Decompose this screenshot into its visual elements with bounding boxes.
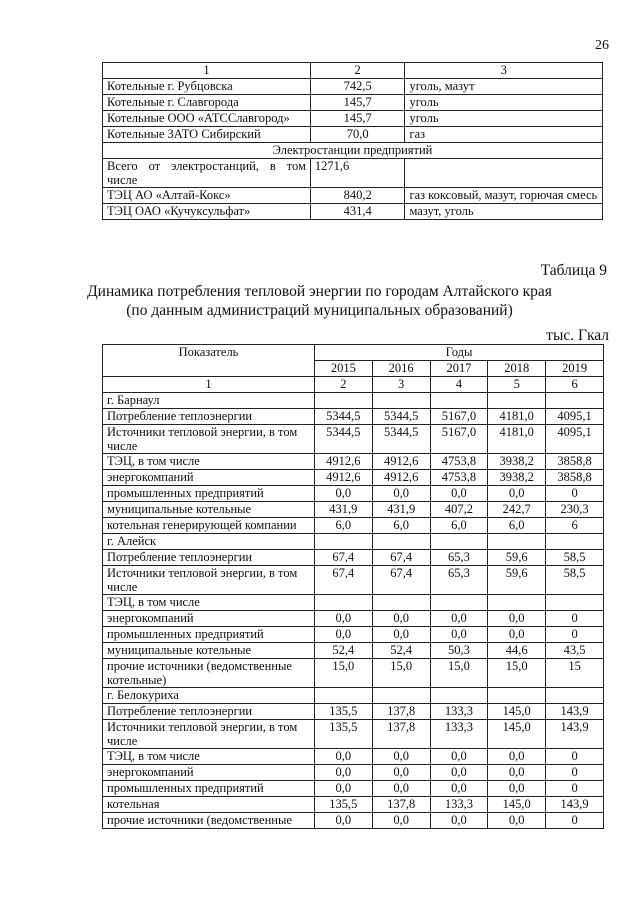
table-row xyxy=(103,111,603,127)
year-value: 230,3 xyxy=(546,502,604,518)
year-value: 0,0 xyxy=(314,611,372,627)
year-value: 67,4 xyxy=(314,566,372,595)
table-header-row xyxy=(103,63,603,79)
table-row xyxy=(103,566,604,595)
fuel-type: уголь xyxy=(405,111,603,127)
table-row xyxy=(103,159,603,188)
table-subtitle: (по данным администраций муниципальных образований) xyxy=(126,302,513,319)
year-value: 6,0 xyxy=(430,518,488,534)
capacity-value: 145,7 xyxy=(310,95,405,111)
year-value: 3858,8 xyxy=(546,470,604,486)
column-number: 2 xyxy=(314,377,372,393)
indicator-name: г. Барнаул xyxy=(103,393,315,409)
year-value: 145,0 xyxy=(488,704,546,720)
year-value: 0,0 xyxy=(314,813,372,829)
indicator-name: муниципальные котельные xyxy=(103,643,315,659)
year-value: 15,0 xyxy=(372,659,430,688)
year-value: 3858,8 xyxy=(546,454,604,470)
table-row xyxy=(103,79,603,95)
year-value xyxy=(488,688,546,704)
year-value xyxy=(314,595,372,611)
year-value: 6,0 xyxy=(372,518,430,534)
capacity-value: 70,0 xyxy=(310,127,405,143)
year-value: 50,3 xyxy=(430,643,488,659)
table-row xyxy=(103,470,604,486)
year-value: 4912,6 xyxy=(314,454,372,470)
source-name: Котельные ООО «АТССлавгород» xyxy=(103,111,311,127)
year-value: 0,0 xyxy=(430,781,488,797)
year-value: 5167,0 xyxy=(430,425,488,454)
numbering-row xyxy=(103,377,604,393)
year-value: 0,0 xyxy=(488,765,546,781)
indicator-name: прочие источники (ведомственные котельные) xyxy=(103,659,315,688)
year-value: 0,0 xyxy=(372,486,430,502)
year-value: 0,0 xyxy=(488,781,546,797)
year-value: 3938,2 xyxy=(488,454,546,470)
indicator-name: Потребление теплоэнергии xyxy=(103,409,315,425)
indicator-name: ТЭЦ, в том числе xyxy=(103,595,315,611)
indicator-name: энергокомпаний xyxy=(103,611,315,627)
indicator-name: энергокомпаний xyxy=(103,470,315,486)
year-value: 44,6 xyxy=(488,643,546,659)
year-value: 67,4 xyxy=(314,550,372,566)
indicator-name: прочие источники (ведомственные xyxy=(103,813,315,829)
year-value: 5344,5 xyxy=(314,425,372,454)
year-value xyxy=(372,393,430,409)
table-row xyxy=(103,688,604,704)
header-cell: 2 xyxy=(310,63,405,79)
years-header: Годы xyxy=(314,345,603,361)
year-value: 52,4 xyxy=(372,643,430,659)
column-number: 4 xyxy=(430,377,488,393)
heat-consumption-table xyxy=(102,344,604,829)
year-value: 59,6 xyxy=(488,550,546,566)
year-value: 65,3 xyxy=(430,566,488,595)
year-value: 4912,6 xyxy=(372,470,430,486)
year-value: 133,3 xyxy=(430,704,488,720)
year-value: 4181,0 xyxy=(488,425,546,454)
year-value: 0,0 xyxy=(430,627,488,643)
year-value: 5344,5 xyxy=(372,425,430,454)
year-value: 0,0 xyxy=(488,627,546,643)
fuel-type: газ коксовый, мазут, горючая смесь xyxy=(405,188,603,204)
capacity-value: 145,7 xyxy=(310,111,405,127)
year-value xyxy=(314,534,372,550)
year-value: 4181,0 xyxy=(488,409,546,425)
year-value: 0,0 xyxy=(488,749,546,765)
year-value: 5344,5 xyxy=(372,409,430,425)
year-value: 143,9 xyxy=(546,797,604,813)
indicator-header: Показатель xyxy=(103,345,315,377)
table-row xyxy=(103,611,604,627)
header-cell: 1 xyxy=(103,63,311,79)
year-value: 0,0 xyxy=(372,627,430,643)
section-title: Электростанции предприятий xyxy=(103,143,603,159)
year-value xyxy=(314,688,372,704)
table-row xyxy=(103,518,604,534)
indicator-name: Источники тепловой энергии, в том числе xyxy=(103,566,315,595)
capacity-value: 840,2 xyxy=(310,188,405,204)
year-value: 15,0 xyxy=(314,659,372,688)
year-value: 135,5 xyxy=(314,797,372,813)
year-value: 0,0 xyxy=(372,611,430,627)
table-row xyxy=(103,659,604,688)
column-number: 5 xyxy=(488,377,546,393)
table-row xyxy=(103,643,604,659)
year-value xyxy=(546,688,604,704)
year-value: 43,5 xyxy=(546,643,604,659)
year-cell: 2019 xyxy=(546,361,604,377)
year-value: 4912,6 xyxy=(372,454,430,470)
year-value: 0 xyxy=(546,486,604,502)
year-value: 4912,6 xyxy=(314,470,372,486)
year-value: 59,6 xyxy=(488,566,546,595)
year-value: 0,0 xyxy=(314,765,372,781)
indicator-name: промышленных предприятий xyxy=(103,781,315,797)
year-value xyxy=(488,393,546,409)
year-value xyxy=(372,688,430,704)
year-value: 4095,1 xyxy=(546,409,604,425)
year-cell: 2018 xyxy=(488,361,546,377)
year-value: 6 xyxy=(546,518,604,534)
year-value: 0,0 xyxy=(430,611,488,627)
table-row xyxy=(103,486,604,502)
indicator-name: ТЭЦ, в том числе xyxy=(103,749,315,765)
units-label: тыс. Гкал xyxy=(546,327,609,344)
table-row xyxy=(103,409,604,425)
year-value: 431,9 xyxy=(314,502,372,518)
indicator-name: г. Алейск xyxy=(103,534,315,550)
year-value xyxy=(430,393,488,409)
year-value: 0,0 xyxy=(430,813,488,829)
year-value: 0,0 xyxy=(314,627,372,643)
fuel-type: газ xyxy=(405,127,603,143)
year-value xyxy=(546,595,604,611)
year-value: 4753,8 xyxy=(430,470,488,486)
table-row xyxy=(103,204,603,220)
table-row xyxy=(103,720,604,749)
year-value: 135,5 xyxy=(314,720,372,749)
fuel-sources-table xyxy=(102,62,603,220)
year-value: 3938,2 xyxy=(488,470,546,486)
fuel-type: мазут, уголь xyxy=(405,204,603,220)
year-value: 67,4 xyxy=(372,566,430,595)
year-value: 137,8 xyxy=(372,797,430,813)
year-value: 0 xyxy=(546,611,604,627)
year-value: 0,0 xyxy=(314,749,372,765)
indicator-name: промышленных предприятий xyxy=(103,486,315,502)
year-value xyxy=(430,688,488,704)
year-value: 52,4 xyxy=(314,643,372,659)
year-value: 135,5 xyxy=(314,704,372,720)
column-number: 3 xyxy=(372,377,430,393)
year-value: 133,3 xyxy=(430,797,488,813)
indicator-name: промышленных предприятий xyxy=(103,627,315,643)
year-value: 145,0 xyxy=(488,797,546,813)
indicator-name: Потребление теплоэнергии xyxy=(103,550,315,566)
year-value: 0 xyxy=(546,813,604,829)
year-value: 58,5 xyxy=(546,550,604,566)
table-row xyxy=(103,502,604,518)
capacity-value: 1271,6 xyxy=(310,159,405,188)
table-row xyxy=(103,704,604,720)
indicator-name: Источники тепловой энергии, в том числе xyxy=(103,425,315,454)
year-value: 4095,1 xyxy=(546,425,604,454)
table-header-row xyxy=(103,345,604,361)
year-value: 5167,0 xyxy=(430,409,488,425)
table-row xyxy=(103,627,604,643)
year-value: 407,2 xyxy=(430,502,488,518)
source-name: Котельные ЗАТО Сибирский xyxy=(103,127,311,143)
year-value: 58,5 xyxy=(546,566,604,595)
year-value: 15,0 xyxy=(488,659,546,688)
capacity-value: 742,5 xyxy=(310,79,405,95)
section-row xyxy=(103,143,603,159)
indicator-name: муниципальные котельные xyxy=(103,502,315,518)
year-value xyxy=(372,534,430,550)
year-value: 0,0 xyxy=(314,781,372,797)
source-name: Всего от электростанций, в том числе xyxy=(103,159,311,188)
column-number: 1 xyxy=(103,377,315,393)
capacity-value: 431,4 xyxy=(310,204,405,220)
table-number-label: Таблица 9 xyxy=(540,262,607,279)
year-cell: 2016 xyxy=(372,361,430,377)
year-value xyxy=(546,534,604,550)
indicator-name: котельная генерирующей компании xyxy=(103,518,315,534)
year-value: 5344,5 xyxy=(314,409,372,425)
indicator-name: ТЭЦ, в том числе xyxy=(103,454,315,470)
header-cell: 3 xyxy=(405,63,603,79)
year-value: 0,0 xyxy=(372,749,430,765)
year-value: 145,0 xyxy=(488,720,546,749)
year-value: 6,0 xyxy=(488,518,546,534)
year-cell: 2015 xyxy=(314,361,372,377)
table-row xyxy=(103,454,604,470)
table-row xyxy=(103,127,603,143)
year-value xyxy=(488,534,546,550)
page-number: 26 xyxy=(595,38,609,53)
year-value: 0,0 xyxy=(372,813,430,829)
year-value: 67,4 xyxy=(372,550,430,566)
table-row xyxy=(103,813,604,829)
year-value: 0,0 xyxy=(488,813,546,829)
indicator-name: котельная xyxy=(103,797,315,813)
year-value: 0,0 xyxy=(488,611,546,627)
year-value: 143,9 xyxy=(546,704,604,720)
year-value: 0 xyxy=(546,749,604,765)
year-value: 0,0 xyxy=(372,765,430,781)
year-value: 6,0 xyxy=(314,518,372,534)
table-row xyxy=(103,765,604,781)
year-value xyxy=(430,534,488,550)
year-value: 137,8 xyxy=(372,704,430,720)
indicator-name: Источники тепловой энергии, в том числе xyxy=(103,720,315,749)
year-value: 431,9 xyxy=(372,502,430,518)
year-value: 0,0 xyxy=(372,781,430,797)
indicator-name: энергокомпаний xyxy=(103,765,315,781)
year-value: 242,7 xyxy=(488,502,546,518)
table-title: Динамика потребления тепловой энергии по городам Алтайского края xyxy=(87,283,552,300)
year-value: 0,0 xyxy=(430,749,488,765)
table-row xyxy=(103,595,604,611)
year-value xyxy=(430,595,488,611)
table-row xyxy=(103,95,603,111)
source-name: ТЭЦ ОАО «Кучуксульфат» xyxy=(103,204,311,220)
table-row xyxy=(103,188,603,204)
year-value: 0,0 xyxy=(314,486,372,502)
table-row xyxy=(103,550,604,566)
year-value xyxy=(372,595,430,611)
source-name: ТЭЦ АО «Алтай-Кокс» xyxy=(103,188,311,204)
year-cell: 2017 xyxy=(430,361,488,377)
year-value xyxy=(488,595,546,611)
source-name: Котельные г. Славгорода xyxy=(103,95,311,111)
year-value: 4753,8 xyxy=(430,454,488,470)
year-value: 65,3 xyxy=(430,550,488,566)
table-row xyxy=(103,393,604,409)
table-row xyxy=(103,797,604,813)
year-value: 0,0 xyxy=(430,765,488,781)
year-value: 0 xyxy=(546,765,604,781)
year-value: 133,3 xyxy=(430,720,488,749)
fuel-type: уголь xyxy=(405,95,603,111)
year-value: 137,8 xyxy=(372,720,430,749)
year-value: 0,0 xyxy=(430,486,488,502)
fuel-type xyxy=(405,159,603,188)
indicator-name: г. Белокуриха xyxy=(103,688,315,704)
year-value: 15,0 xyxy=(430,659,488,688)
source-name: Котельные г. Рубцовска xyxy=(103,79,311,95)
year-value: 0 xyxy=(546,627,604,643)
column-number: 6 xyxy=(546,377,604,393)
indicator-name: Потребление теплоэнергии xyxy=(103,704,315,720)
year-value: 15 xyxy=(546,659,604,688)
table-row xyxy=(103,425,604,454)
fuel-type: уголь, мазут xyxy=(405,79,603,95)
year-value: 0,0 xyxy=(488,486,546,502)
year-value: 0 xyxy=(546,781,604,797)
table-row xyxy=(103,749,604,765)
table-row xyxy=(103,781,604,797)
year-value xyxy=(314,393,372,409)
year-value xyxy=(546,393,604,409)
table-row xyxy=(103,534,604,550)
year-value: 143,9 xyxy=(546,720,604,749)
